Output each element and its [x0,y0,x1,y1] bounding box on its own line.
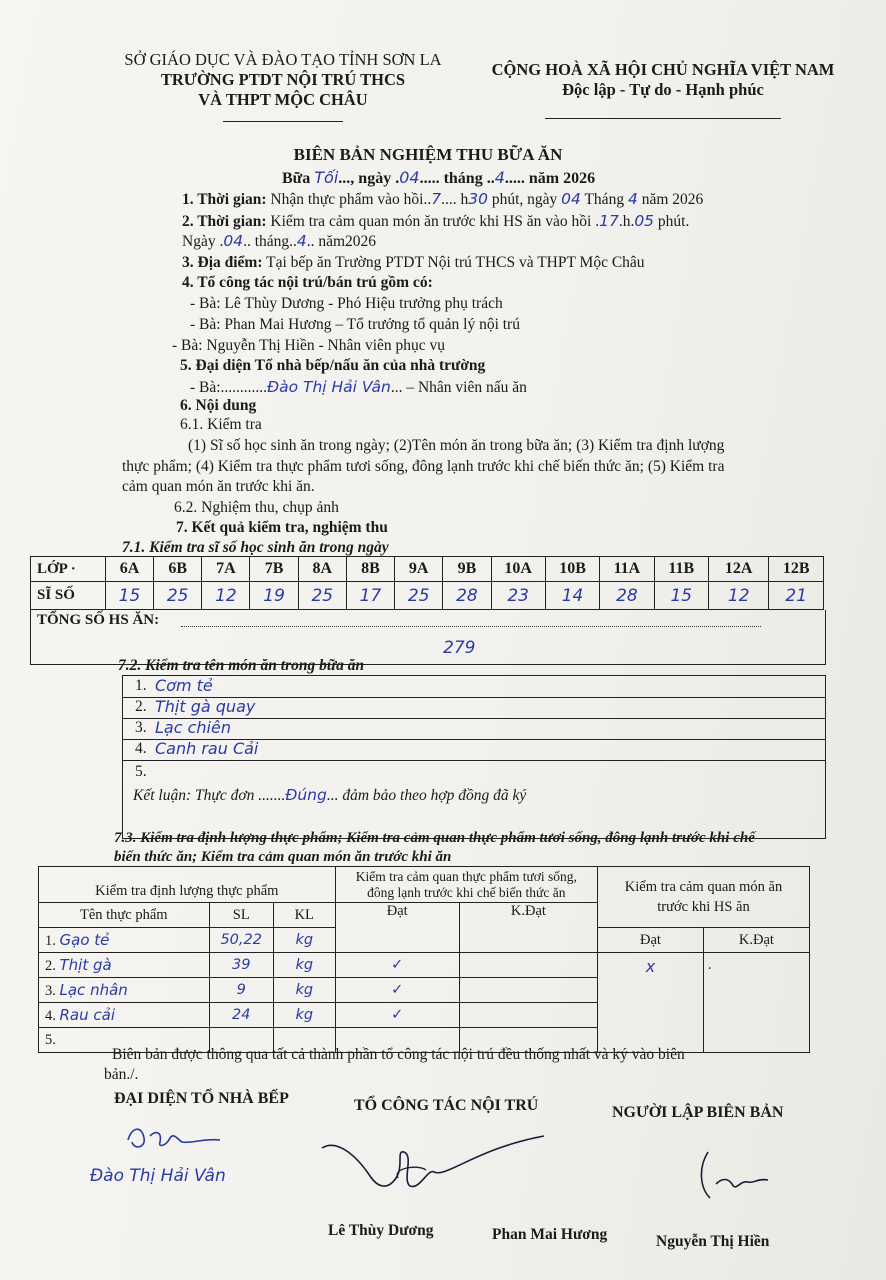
item-4-label: 4. Tổ công tác nội trú/bán trú gồm có: [182,274,433,291]
food-name: Lạc nhân [59,980,128,999]
head-fresh-line2: đông lạnh trước khi chế biến thức ăn [367,884,566,900]
team-signature-icon [318,1128,548,1200]
class-cell: 11B [654,557,708,582]
food-row-3 [39,978,210,1003]
food-sl: 24 [209,1003,273,1028]
dish-num: 3. [135,719,147,736]
total-label: TỔNG SỐ HS ĂN: [37,612,160,628]
food-num: 2. [45,957,56,974]
team-name-1: Lê Thùy Dương [328,1222,434,1239]
item-1-year-text: năm 2026 [641,191,704,208]
dish-row [123,697,825,719]
item-2 [182,212,689,231]
food-num: 1. [45,932,56,949]
class-cell: 11A [600,557,654,582]
col-dish-dat: Đạt [598,928,704,953]
inspection-table-wrap [38,866,810,1053]
author-signature-icon [692,1148,802,1206]
food-kl: kg [273,953,335,978]
item-6-para-3: cảm quan món ăn trước khi ăn. [122,478,315,495]
item-3 [182,254,645,272]
team-sign-title: TỔ CÔNG TÁC NỘI TRÚ [354,1097,539,1114]
count-cell: 28 [600,582,654,610]
meal-line [282,168,595,188]
meal-value: Tối [314,168,339,187]
author-sign-title: NGƯỜI LẬP BIÊN BẢN [612,1104,784,1121]
food-row-1 [39,928,210,953]
conclusion-prefix: Kết luận: Thực đơn ....... [133,787,286,804]
item-5-name: Đào Thị Hải Vân [267,378,391,396]
dish-num: 2. [135,698,147,715]
item-6-para-1: (1) Sĩ số học sinh ăn trong ngày; (2)Tên món ăn trong bữa ăn; (3) Kiểm tra định lượng [188,437,725,454]
school-name-line2: VÀ THPT MỘC CHÂU [198,90,368,109]
item-6-sub1: 6.1. Kiểm tra [180,416,262,433]
dish-name: Canh rau Cải [155,739,259,758]
total-value: 279 [443,638,476,658]
class-cell: 6B [154,557,202,582]
year-label: ..... năm 2026 [504,170,596,187]
fresh-dat-mark: ✓ [335,978,459,1003]
item-3-label: 3. Địa điểm: [182,254,263,271]
row-label-count: SĨ SỐ [31,582,106,610]
count-cell: 17 [346,582,394,610]
item-1-label: 1. Thời gian: [182,191,267,208]
item-2-day: 04 [223,232,244,250]
food-sl: 50,22 [209,928,273,953]
count-cell: 25 [298,582,346,610]
dish-name: Cơm tẻ [155,676,213,695]
dish-conclusion [133,786,526,805]
header-right-underline [545,118,781,119]
dish-kdat-mark: . [703,953,809,1053]
item-2-hsep: .h. [618,213,635,230]
school-name-line1: TRƯỜNG PTDT NỘI TRÚ THCS [160,70,406,89]
item-5-suffix: ... – Nhân viên nấu ăn [390,379,527,396]
head-dish [598,867,810,928]
count-cell: 28 [443,582,491,610]
food-num: 4. [45,1007,56,1024]
item-1-month-text: Tháng [584,191,625,208]
dish-row [123,676,825,698]
food-kl: kg [273,1003,335,1028]
section-73-title-1: 7.3. Kiểm tra định lượng thực phẩm; Kiểm tra cảm quan thực phẩm tươi sống, đông lạnh trước khi chế [114,830,755,846]
count-cell: 25 [154,582,202,610]
month-label: ..... tháng .. [419,170,495,187]
col-sl: SL [209,903,273,928]
item-5-label: 5. Đại diện Tổ nhà bếp/nấu ăn của nhà trường [180,357,486,374]
food-kl: kg [273,928,335,953]
item-2-month: 4 [296,232,307,250]
conclusion-suffix: ... đảm bảo theo hợp đồng đã ký [326,787,527,804]
food-num: 5. [45,1031,56,1048]
dish-dat-mark: x [598,953,704,1053]
col-fresh-dat: Đạt [335,903,459,953]
national-title: CỘNG HOÀ XÃ HỘI CHỦ NGHĨA VIỆT NAM [491,60,835,79]
food-name: Rau cải [59,1005,115,1024]
item-2-minute: 05 [634,212,655,230]
class-cell: 7B [250,557,298,582]
item-2-label: 2. Thời gian: [182,213,267,230]
item-1-hsep: .... h [441,191,469,208]
dish-num: 5. [135,763,147,780]
closing-line-2: bản./. [104,1066,139,1083]
class-cell: 10A [491,557,545,582]
dish-name: Lạc chiên [155,718,231,737]
kitchen-name-handwritten: Đào Thị Hải Vân [90,1166,226,1186]
dish-row [123,739,825,761]
dish-row [123,718,825,740]
total-dotline [181,626,761,627]
fresh-kdat-mark [459,953,597,978]
item-1-month: 4 [627,190,638,208]
dish-num: 1. [135,677,147,694]
header-left-underline [223,121,343,122]
count-cell: 19 [250,582,298,610]
col-fresh-kdat: K.Đạt [459,903,597,953]
member-1: - Bà: Lê Thùy Dương - Phó Hiệu trưởng phụ trách [190,295,503,312]
item-2-text: Kiểm tra cảm quan món ăn trước khi HS ăn vào hồi . [270,213,600,230]
item-5-cook [190,378,527,397]
dish-name: Thịt gà quay [155,697,256,716]
item-6-para-2: thực phẩm; (4) Kiểm tra thực phẩm tươi sống, đông lạnh trước khi chế biến thức ăn; (5) Kiểm tra [122,458,725,475]
food-row-4 [39,1003,210,1028]
count-cell: 25 [395,582,443,610]
kitchen-sign-title: ĐẠI DIỆN TỔ NHÀ BẾP [114,1090,289,1107]
count-cell: 12 [708,582,769,610]
closing-line-1: Biên bản được thông qua tất cả thành phần tổ công tác nội trú đều thống nhất và ký vào biên [112,1046,685,1063]
item-6-label: 6. Nội dung [180,397,257,414]
row-label-class: LỚP · [31,557,106,582]
dish-num: 4. [135,740,147,757]
food-sl: 9 [209,978,273,1003]
header-left [110,50,456,110]
count-cell: 15 [105,582,153,610]
head-dish-line1: Kiểm tra cảm quan món ăn [624,879,783,895]
head-fresh-line1: Kiểm tra cảm quan thực phẩm tươi sống, [355,868,577,884]
class-cell: 8A [298,557,346,582]
col-name: Tên thực phẩm [39,903,210,928]
item-7-label: 7. Kết quả kiểm tra, nghiệm thu [176,519,388,536]
class-cell: 8B [346,557,394,582]
food-sl: 39 [209,953,273,978]
item-3-text: Tại bếp ăn Trường PTDT Nội trú THCS và THPT Mộc Châu [266,254,645,271]
count-cell: 23 [491,582,545,610]
item-6-sub2: 6.2. Nghiệm thu, chụp ảnh [174,499,339,516]
food-kl: kg [273,978,335,1003]
food-name: Gạo tẻ [59,930,110,949]
fresh-dat-mark: ✓ [335,953,459,978]
national-motto: Độc lập - Tự do - Hạnh phúc [562,80,764,99]
class-cell: 12B [769,557,824,582]
fresh-dat-mark: ✓ [335,1003,459,1028]
food-name: Thịt gà [59,955,112,974]
class-cell: 9B [443,557,491,582]
day-value: 04 [399,168,420,187]
class-cell: 9A [395,557,443,582]
count-cell: 21 [769,582,824,610]
dish-box [122,675,826,839]
header-right [478,60,848,100]
document-title: BIÊN BẢN NGHIỆM THU BỮA ĂN [293,145,563,164]
class-attendance-table [30,556,824,610]
section-72-title: 7.2. Kiểm tra tên món ăn trong bữa ăn [118,657,365,674]
class-cell: 6A [105,557,153,582]
kitchen-signature-icon [120,1118,230,1158]
meal-prefix: Bữa [282,170,311,187]
item-2-month-text: .. tháng.. [243,233,297,250]
col-dish-kdat: K.Đạt [703,928,809,953]
conclusion-value: Đúng [285,786,327,804]
item-1-hour: 7 [431,190,442,208]
head-quant: Kiểm tra định lượng thực phẩm [39,867,336,903]
member-3: - Bà: Nguyễn Thị Hiền - Nhân viên phục vụ [172,337,446,354]
item-2-year-text: .. năm2026 [306,233,377,250]
month-value: 4 [494,168,505,187]
count-cell: 15 [654,582,708,610]
food-num: 3. [45,982,56,999]
fresh-kdat-mark [459,978,597,1003]
day-label: ..., ngày . [338,170,400,187]
food-row-2 [39,953,210,978]
item-2-date [182,232,376,251]
fresh-kdat-mark [459,1003,597,1028]
class-cell: 12A [708,557,769,582]
item-5-prefix: - Bà:............ [190,379,268,396]
head-dish-line2: trước khi HS ăn [657,899,750,915]
inspection-table [38,866,810,1053]
department-name: SỞ GIÁO DỤC VÀ ĐÀO TẠO TỈNH SƠN LA [124,50,442,69]
count-cell: 12 [202,582,250,610]
item-1-text: Nhận thực phẩm vào hồi.. [270,191,432,208]
dish-row [123,760,825,781]
item-1-minute: 30 [468,190,488,208]
author-name: Nguyễn Thị Hiền [656,1233,770,1250]
class-cell: 10B [545,557,599,582]
member-2: - Bà: Phan Mai Hương – Tổ trưởng tổ quản lý nội trú [190,316,520,333]
item-1-min-text: phút, ngày [491,191,558,208]
item-2-min-text: phút. [657,213,690,230]
item-2-day-text: Ngày . [182,233,224,250]
count-cell: 14 [545,582,599,610]
head-fresh [335,867,597,903]
item-1 [182,190,703,209]
section-71-title: 7.1. Kiểm tra sĩ số học sinh ăn trong ngày [122,539,389,556]
item-2-hour: 17 [599,212,619,230]
class-table-wrap [30,556,824,610]
item-1-day: 04 [561,190,581,208]
col-kl: KL [273,903,335,928]
team-name-2: Phan Mai Hương [492,1226,608,1243]
section-73-title-2: biến thức ăn; Kiểm tra cảm quan món ăn trước khi ăn [114,849,452,865]
class-cell: 7A [202,557,250,582]
